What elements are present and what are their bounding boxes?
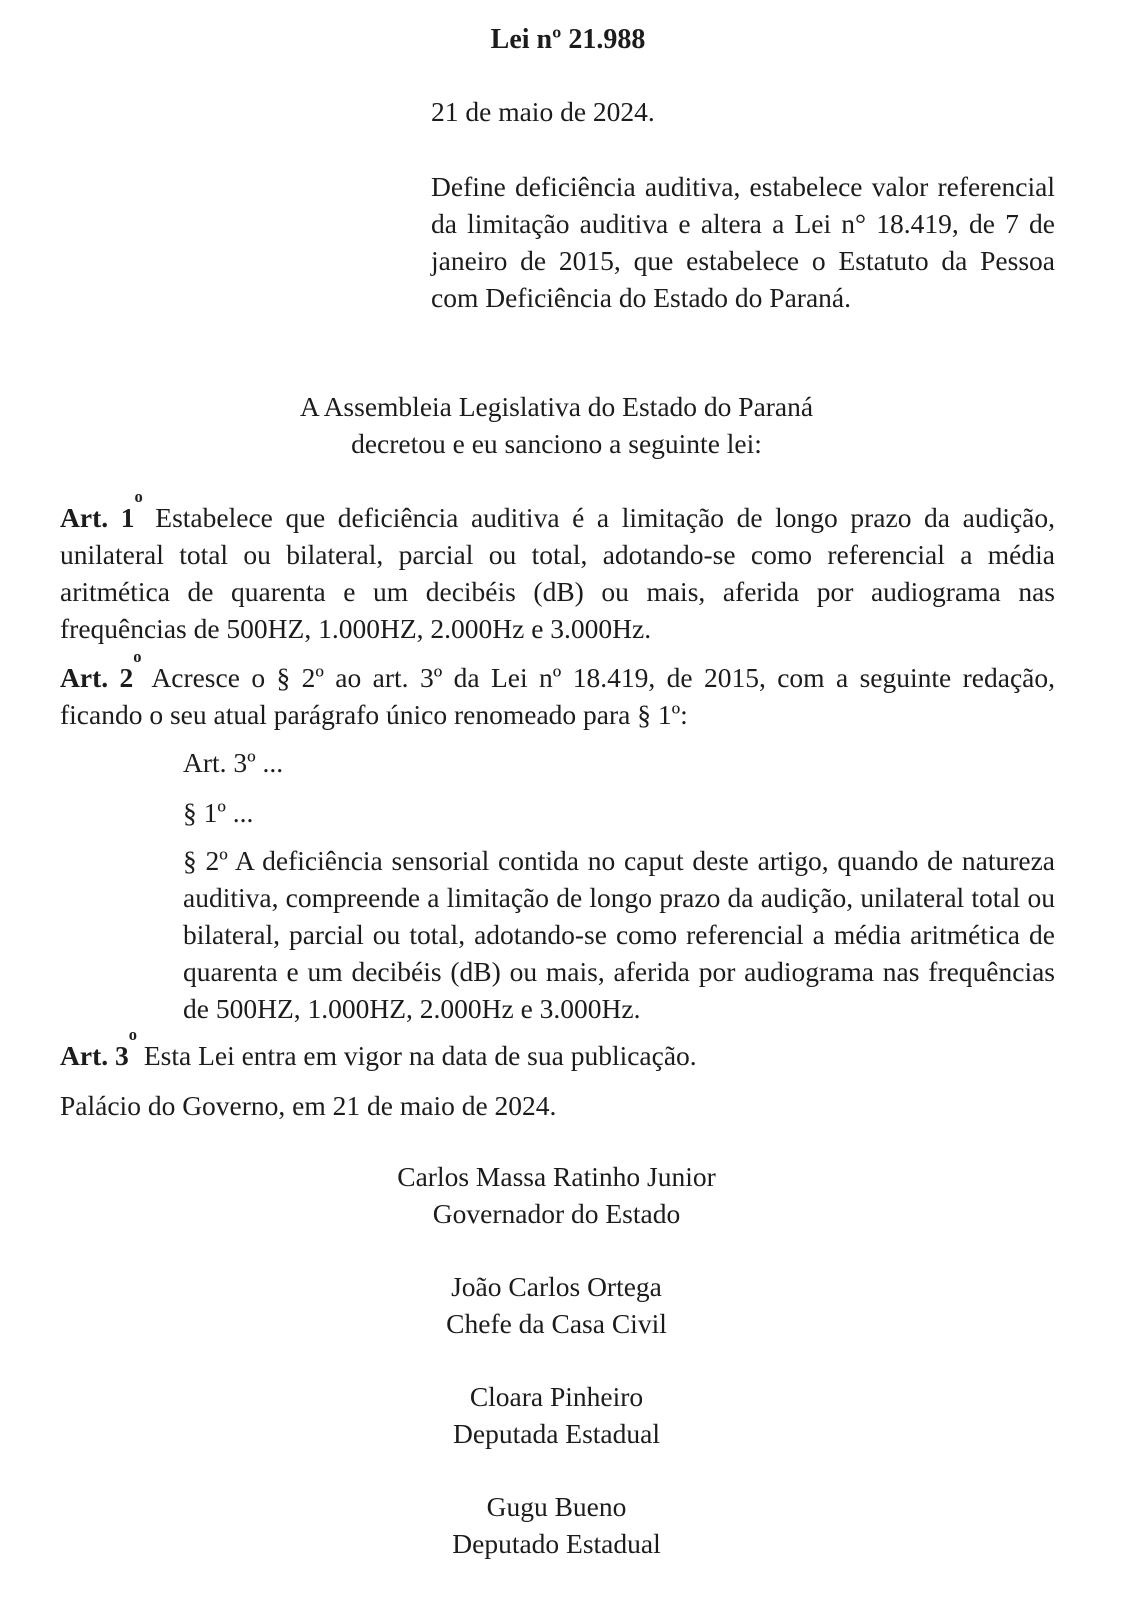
signature-block — [0, 1158, 1113, 1232]
signer-name: Gugu Bueno — [486, 1491, 627, 1522]
signer-role: Deputado Estadual — [452, 1528, 661, 1559]
quoted-article-3: Art. 3º ... — [183, 747, 284, 778]
preamble-line-2: decretou e eu sanciono a seguinte lei: — [351, 428, 762, 459]
article-1-text: Estabelece que deficiência auditiva é a limitação de longo prazo da audição, unilateral total ou bilateral, parcial ou total, adotando-se como referencial a média aritmética de quarenta e um decibéis (dB) ou mais, aferida por audiograma nas frequências de 500HZ, 1.000HZ, 2.000Hz e 3.000Hz. — [60, 502, 1055, 644]
signer-name: Carlos Massa Ratinho Junior — [397, 1161, 716, 1192]
signer-role: Governador do Estado — [432, 1198, 681, 1229]
law-date: 21 de maio de 2024. — [431, 96, 655, 127]
law-ementa: Define deficiência auditiva, estabelece valor referencial da limitação auditiva e altera a Lei n° 18.419, de 7 de janeiro de 2015, que estabelece o Estatuto da Pessoa com Deficiência do Estado do Paraná. — [431, 171, 1055, 313]
signature-block — [0, 1378, 1113, 1452]
signatures — [0, 1158, 1113, 1598]
article-2 — [60, 647, 1055, 733]
preamble-line-1: A Assembleia Legislativa do Estado do Paraná — [299, 391, 814, 422]
quoted-paragraph-2: § 2º A deficiência sensorial contida no caput deste artigo, quando de natureza auditiva, compreende a limitação de longo prazo da audição, unilateral total ou bilateral, parcial ou total, adotando-se como referencial a média aritmética de quarenta e um decibéis (dB) ou mais, aferida por audiograma nas frequências de 500HZ, 1.000HZ, 2.000Hz e 3.000Hz. — [183, 845, 1055, 1024]
signer-role: Chefe da Casa Civil — [446, 1308, 667, 1339]
quoted-paragraph-1: § 1º ... — [183, 797, 254, 828]
signature-block — [0, 1488, 1113, 1562]
article-2-label: Art. 2$^o$ — [60, 647, 142, 693]
article-3-label: Art. 3$^o$ — [60, 1025, 137, 1071]
law-title: Lei nº 21.988 — [490, 24, 646, 55]
signer-role: Deputada Estadual — [453, 1418, 660, 1449]
article-3-text: Esta Lei entra em vigor na data de sua publicação. — [136, 1040, 697, 1071]
article-2-text: Acresce o § 2º ao art. 3º da Lei nº 18.419, de 2015, com a seguinte redação, ficando o seu atual parágrafo único renomeado para § 1º: — [60, 662, 1055, 730]
signature-block — [0, 1268, 1113, 1342]
preamble — [0, 388, 1113, 462]
article-1-label: Art. 1$^o$ — [60, 487, 143, 533]
article-3 — [60, 1025, 1055, 1074]
signer-name: Cloara Pinheiro — [469, 1381, 644, 1412]
article-1 — [60, 487, 1055, 647]
signer-name: João Carlos Ortega — [451, 1271, 662, 1302]
closing-place-date: Palácio do Governo, em 21 de maio de 2024. — [60, 1090, 557, 1121]
